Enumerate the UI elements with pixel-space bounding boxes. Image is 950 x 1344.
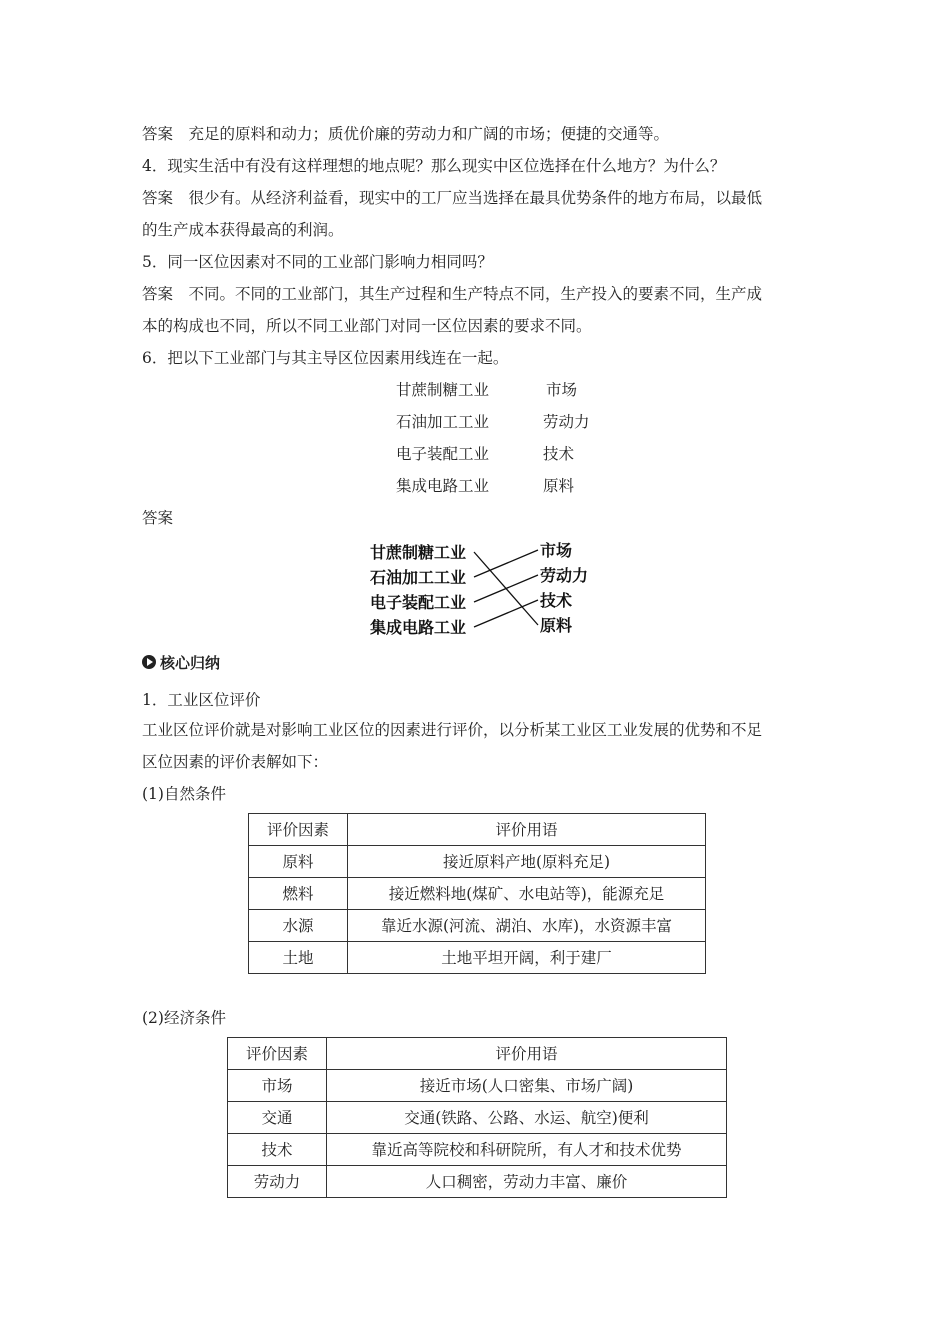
factor-cell: 市场 xyxy=(228,1070,327,1102)
term-cell: 接近燃料地(煤矿、水电站等)，能源充足 xyxy=(348,878,706,910)
diagram-factor: 技术 xyxy=(540,591,573,610)
table-row xyxy=(249,910,706,942)
economic-caption: (2)经济条件 xyxy=(142,1009,226,1027)
term-cell: 接近原料产地(原料充足) xyxy=(348,846,706,878)
table-row xyxy=(228,1134,727,1166)
diagram-industry: 甘蔗制糖工业 xyxy=(370,543,467,562)
table-row xyxy=(249,846,706,878)
factor-cell: 土地 xyxy=(249,942,348,974)
factor-item: 市场 xyxy=(546,381,578,399)
question-5: 5．同一区位因素对不同的工业部门影响力相同吗？ xyxy=(142,253,493,271)
term-cell: 人口稠密，劳动力丰富、廉价 xyxy=(327,1166,727,1198)
term-cell: 交通(铁路、公路、水运、航空)便利 xyxy=(327,1102,727,1134)
answer-3: 答案 充足的原料和动力；质优价廉的劳动力和广阔的市场；便捷的交通等。 xyxy=(142,125,670,143)
answer-matching-diagram xyxy=(366,538,606,638)
answer-4-line1: 答案 很少有。从经济利益看，现实中的工厂应当选择在最具优势条件的地方布局，以最低 xyxy=(142,189,763,207)
section-item-1: 1．工业区位评价 xyxy=(142,691,261,709)
factor-cell: 水源 xyxy=(249,910,348,942)
factor-item: 劳动力 xyxy=(543,413,590,431)
diagram-factor: 劳动力 xyxy=(540,566,589,585)
factor-cell: 交通 xyxy=(228,1102,327,1134)
core-summary-heading xyxy=(142,652,220,672)
table-header-row xyxy=(249,814,706,846)
factor-cell: 燃料 xyxy=(249,878,348,910)
heading-text: 核心归纳 xyxy=(160,653,221,672)
diagram-factor: 市场 xyxy=(540,541,573,560)
factor-cell: 原料 xyxy=(249,846,348,878)
table-row xyxy=(249,878,706,910)
natural-conditions-table xyxy=(248,813,706,974)
industry-item: 石油加工工业 xyxy=(396,413,490,431)
diagram-industry: 石油加工工业 xyxy=(370,568,467,587)
factor-item: 技术 xyxy=(543,445,575,463)
diagram-factor: 原料 xyxy=(540,616,573,635)
table-row xyxy=(228,1166,727,1198)
table-header-row xyxy=(228,1038,727,1070)
industry-item: 甘蔗制糖工业 xyxy=(396,381,490,399)
term-cell: 接近市场(人口密集、市场广阔) xyxy=(327,1070,727,1102)
header-cell: 评价因素 xyxy=(228,1038,327,1070)
factor-cell: 技术 xyxy=(228,1134,327,1166)
intro-line1: 工业区位评价就是对影响工业区位的因素进行评价，以分析某工业区工业发展的优势和不足 xyxy=(142,721,763,739)
header-cell: 评价用语 xyxy=(327,1038,727,1070)
industry-item: 电子装配工业 xyxy=(396,445,490,463)
match-link-line xyxy=(474,575,538,602)
diagram-industry: 集成电路工业 xyxy=(370,618,467,637)
term-cell: 靠近高等院校和科研院所，有人才和技术优势 xyxy=(327,1134,727,1166)
play-circle-icon xyxy=(142,655,156,669)
factor-item: 原料 xyxy=(543,477,575,495)
header-cell: 评价用语 xyxy=(348,814,706,846)
answer-5-line1: 答案 不同。不同的工业部门，其生产过程和生产特点不同，生产投入的要素不同，生产成 xyxy=(142,285,763,303)
term-cell: 靠近水源(河流、湖泊、水库)，水资源丰富 xyxy=(348,910,706,942)
table-row xyxy=(249,942,706,974)
economic-conditions-table xyxy=(227,1037,727,1198)
factor-cell: 劳动力 xyxy=(228,1166,327,1198)
table-row xyxy=(228,1070,727,1102)
answer-4-line2: 的生产成本获得最高的利润。 xyxy=(142,221,344,239)
natural-caption: (1)自然条件 xyxy=(142,785,226,803)
question-4: 4．现实生活中有没有这样理想的地点呢？那么现实中区位选择在什么地方？为什么？ xyxy=(142,157,726,175)
answer-5-line2: 本的构成也不同，所以不同工业部门对同一区位因素的要求不同。 xyxy=(142,317,592,335)
header-cell: 评价因素 xyxy=(249,814,348,846)
industry-item: 集成电路工业 xyxy=(396,477,490,495)
answer-label: 答案 xyxy=(142,509,174,527)
intro-line2: 区位因素的评价表解如下： xyxy=(142,753,329,771)
term-cell: 土地平坦开阔，利于建厂 xyxy=(348,942,706,974)
table-row xyxy=(228,1102,727,1134)
question-6: 6．把以下工业部门与其主导区位因素用线连在一起。 xyxy=(142,349,509,367)
diagram-industry: 电子装配工业 xyxy=(370,593,467,612)
